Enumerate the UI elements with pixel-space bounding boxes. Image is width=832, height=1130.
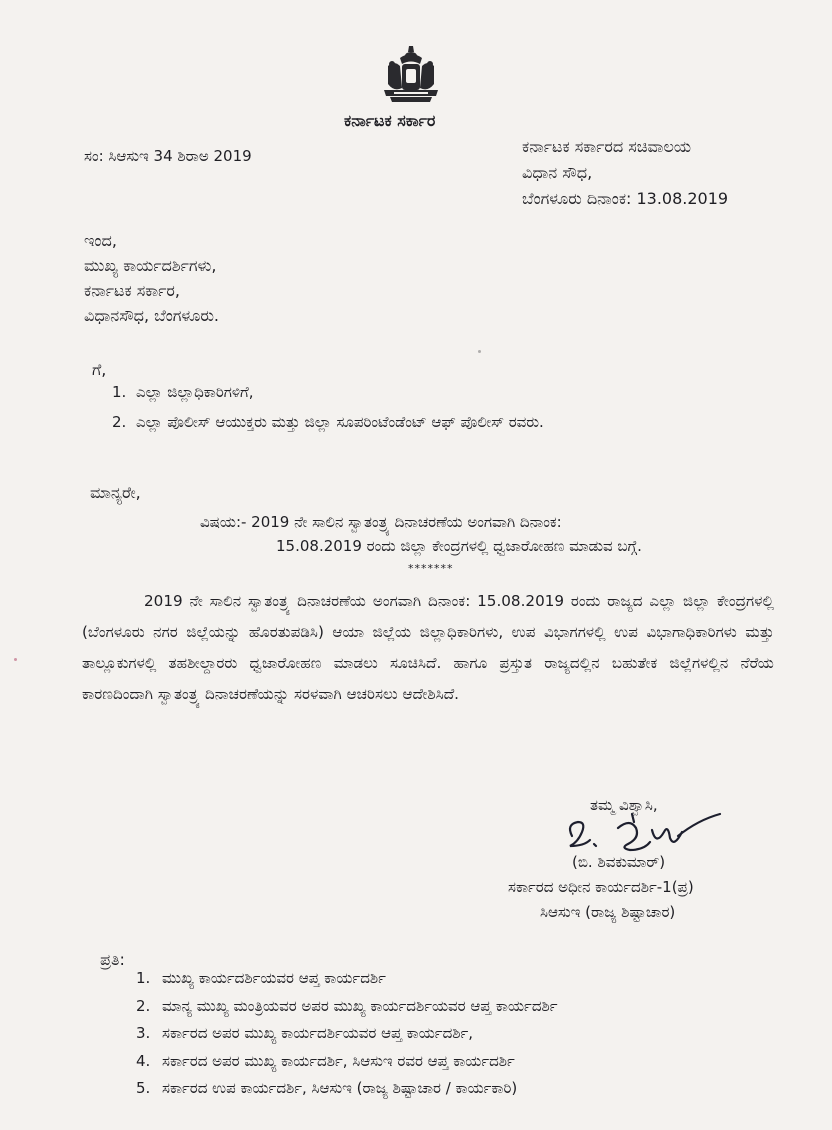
copy-to-list xyxy=(136,965,756,1103)
copy-to-label: ಪ್ರತಿ: xyxy=(100,950,125,969)
copy-number: 4. xyxy=(136,1051,151,1070)
paper-speck xyxy=(478,350,481,353)
office-address xyxy=(522,134,728,212)
copy-item xyxy=(136,993,756,1021)
salutation: ಮಾನ್ಯರೇ, xyxy=(90,483,141,502)
recipients-label: ಗೆ, xyxy=(92,360,107,379)
paper-speck xyxy=(14,658,17,661)
subject-line: ವಿಷಯ:- 2019 ನೇ ಸಾಲಿನ ಸ್ವಾತಂತ್ರ್ಯ ದಿನಾಚರಣೆಯ ಅಂಗವಾಗಿ ದಿನಾಂಕ: xyxy=(200,513,562,531)
recipients-list xyxy=(112,380,572,434)
subject-block xyxy=(200,510,642,558)
signatory-designation: ಸರ್ಕಾರದ ಅಧೀನ ಕಾರ್ಯದರ್ಶಿ-1(ಪ್ರ) xyxy=(508,878,694,896)
copy-text: ಮುಖ್ಯ ಕಾರ್ಯದರ್ಶಿಯವರ ಆಪ್ತ ಕಾರ್ಯದರ್ಶಿ xyxy=(162,969,386,987)
signatory-name: (ಬಿ. ಶಿವಕುಮಾರ್) xyxy=(572,853,666,871)
copy-item xyxy=(136,965,756,993)
sender-line: ಕರ್ನಾಟಕ ಸರ್ಕಾರ, xyxy=(84,281,180,300)
government-heading: ಕರ್ನಾಟಕ ಸರ್ಕಾರ xyxy=(344,111,436,130)
recipient-number: 2. xyxy=(112,413,127,431)
office-line: ವಿಧಾನ ಸೌಧ, xyxy=(522,163,593,182)
letter-date: ಬೆಂಗಳೂರು ದಿನಾಂಕ: 13.08.2019 xyxy=(522,189,729,208)
sender-block xyxy=(84,228,219,328)
copy-text: ಸರ್ಕಾರದ ಅಪರ ಮುಖ್ಯ ಕಾರ್ಯದರ್ಶಿಯವರ ಆಪ್ತ ಕಾರ್ಯದರ್ಶಿ, xyxy=(162,1024,474,1042)
recipient-text: ಎಲ್ಲಾ ಪೊಲೀಸ್ ಆಯುಕ್ತರು ಮತ್ತು ಜಿಲ್ಲಾ ಸೂಪರಿಂಟೆಂಡೆಂಟ್ ಆಫ್ ಪೊಲೀಸ್ ರವರು. xyxy=(136,413,544,431)
copy-item xyxy=(136,1048,756,1076)
sender-label: ಇಂದ, xyxy=(84,231,117,250)
state-emblem-icon xyxy=(380,44,442,104)
body-paragraph: 2019 ನೇ ಸಾಲಿನ ಸ್ವಾತಂತ್ರ್ಯ ದಿನಾಚರಣೆಯ ಅಂಗವಾಗಿ ದಿನಾಂಕ: 15.08.2019 ರಂದು ರಾಜ್ಯದ ಎಲ್ಲಾ ಜಿಲ್ಲಾ ಕೇಂದ್ರಗಳಲ್ಲಿ (ಬೆಂಗಳೂರು ನಗರ ಜಿಲ್ಲೆಯನ್ನು ಹೊರತುಪಡಿಸಿ) ಆಯಾ ಜಿಲ್ಲೆಯ ಜಿಲ್ಲಾಧಿಕಾರಿಗಳು, ಉಪ ವಿಭಾಗಗಳಲ್ಲಿ ಉಪ ವಿಭಾಗಾಧಿಕಾರಿಗಳು ಮತ್ತು ತಾಲ್ಲೂಕುಗಳಲ್ಲಿ ತಹಶೀಲ್ದಾರರು ಧ್ವಜಾರೋಹಣ ಮಾಡಲು ಸೂಚಿಸಿದೆ. ಹಾಗೂ ಪ್ರಸ್ತುತ ರಾಜ್ಯದಲ್ಲಿನ ಬಹುತೇಕ ಜಿಲ್ಲೆಗಳಲ್ಲಿನ ನೆರೆಯ ಕಾರಣದಿಂದಾಗಿ ಸ್ವಾತಂತ್ರ್ಯ ದಿನಾಚರಣೆಯನ್ನು ಸರಳವಾಗಿ ಆಚರಿಸಲು ಆದೇಶಿಸಿದೆ. xyxy=(82,592,774,703)
sender-line: ಮುಖ್ಯ ಕಾರ್ಯದರ್ಶಿಗಳು, xyxy=(84,256,217,275)
copy-text: ಸರ್ಕಾರದ ಉಪ ಕಾರ್ಯದರ್ಶಿ, ಸಿಆಸುಇ (ರಾಜ್ಯ ಶಿಷ್ಟಾಚಾರ / ಕಾರ್ಯಕಾರಿ) xyxy=(162,1079,518,1097)
subject-line: 15.08.2019 ರಂದು ಜಿಲ್ಲಾ ಕೇಂದ್ರಗಳಲ್ಲಿ ಧ್ವಜಾರೋಹಣ ಮಾಡುವ ಬಗ್ಗೆ. xyxy=(276,537,642,555)
sender-line: ವಿಧಾನಸೌಧ, ಬೆಂಗಳೂರು. xyxy=(84,306,220,325)
copy-number: 3. xyxy=(136,1024,151,1042)
recipient-text: ಎಲ್ಲಾ ಜಿಲ್ಲಾಧಿಕಾರಿಗಳಿಗೆ, xyxy=(136,383,254,401)
recipient-item xyxy=(112,410,572,434)
copy-text: ಮಾನ್ಯ ಮುಖ್ಯ ಮಂತ್ರಿಯವರ ಅಪರ ಮುಖ್ಯ ಕಾರ್ಯದರ್ಶಿಯವರ ಆಪ್ತ ಕಾರ್ಯದರ್ಶಿ xyxy=(162,996,558,1015)
separator: ******* xyxy=(408,562,454,575)
copy-text: ಸರ್ಕಾರದ ಅಪರ ಮುಖ್ಯ ಕಾರ್ಯದರ್ಶಿ, ಸಿಆಸುಇ ರವರ ಆಪ್ತ ಕಾರ್ಯದರ್ಶಿ xyxy=(162,1051,515,1070)
closing: ತಮ್ಮ ವಿಶ್ವಾಸಿ, xyxy=(590,796,658,814)
copy-number: 2. xyxy=(136,996,151,1015)
copy-number: 5. xyxy=(136,1079,151,1097)
copy-item xyxy=(136,1020,756,1048)
copy-number: 1. xyxy=(136,969,151,987)
copy-item xyxy=(136,1075,756,1103)
recipient-item xyxy=(112,380,572,404)
recipient-number: 1. xyxy=(112,383,127,401)
office-line: ಕರ್ನಾಟಕ ಸರ್ಕಾರದ ಸಚಿವಾಲಯ xyxy=(522,137,691,156)
signatory-department: ಸಿಆಸುಇ (ರಾಜ್ಯ ಶಿಷ್ಟಾಚಾರ) xyxy=(540,903,676,921)
reference-number: ಸಂ: ಸಿಆಸುಇ 34 ಶಿರಾಅ 2019 xyxy=(84,147,252,165)
